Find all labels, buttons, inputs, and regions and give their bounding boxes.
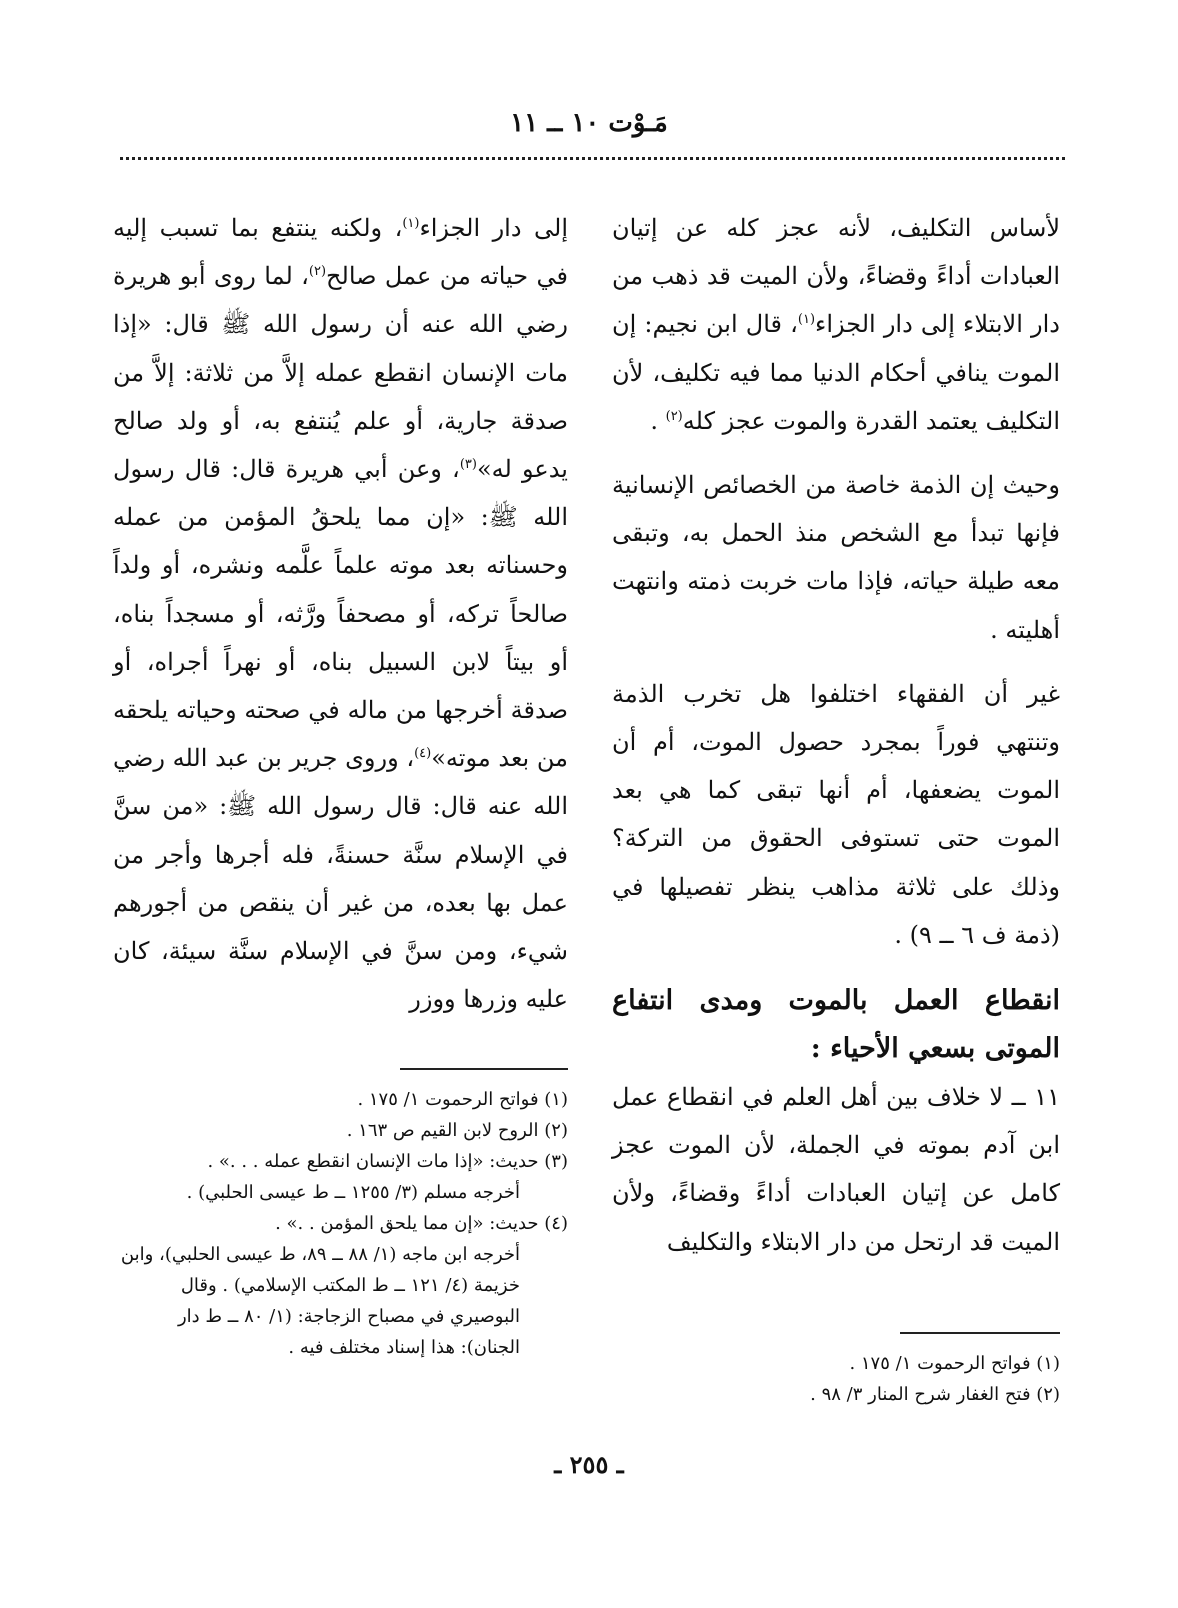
footnote-marker[interactable]: (٢) <box>308 264 327 280</box>
footnote-rule-left <box>400 1068 568 1070</box>
footnote: (٢) فتح الغفار شرح المنار ٣/ ٩٨ . <box>810 1384 1060 1405</box>
footnotes-right <box>612 1348 1060 1410</box>
text-segment: ، ولكنه ينتفع بما تسبب إليه في حياته من عمل صالح <box>113 214 568 291</box>
footnote-continuation: أخرجه مسلم (٣/ ١٢٥٥ ــ ط عيسى الحلبي) . <box>186 1182 520 1203</box>
footnote-marker[interactable]: (١) <box>402 216 420 231</box>
text-segment: . <box>650 406 666 435</box>
text-segment: ، وروى جرير بن عبد الله رضي الله عنه قال: قال رسول الله ﷺ: «من سنَّ في الإسلام سنَّة حسنةً، فله أجرها وأجر من عمل بها بعده، من غير أن ينقص من أجورهم شيء، ومن سنَّ في الإسلام سنَّة سيئة، كان عليه وزرها ووزر <box>113 744 568 1014</box>
footnote: (٣) حديث: «إذا مات الإنسان انقطع عمله . . .» . <box>207 1151 568 1172</box>
right-paragraph-3: غير أن الفقهاء اختلفوا هل تخرب الذمة وتنتهي فوراً بمجرد حصول الموت، أم أن الموت يضعفها، أم أنها تبقى كما هي بعد الموت حتى تستوفى الحقوق من التركة؟ وذلك على ثلاثة مذاهب ينظر تفصيلها في (ذمة ف ٦ ــ ٩) . <box>612 679 1060 949</box>
footnote-continuation: أخرجه ابن ماجه (١/ ٨٨ ــ ٨٩، ط عيسى الحلبي)، وابن خزيمة (٤/ ١٢١ ــ ط المكتب الإسلامي) . وقال البوصيري في مصباح الزجاجة: (١/ ٨٠ ــ ط دار الجنان): هذا إسناد مختلف فيه . <box>120 1244 520 1358</box>
footnote-marker[interactable]: (٤) <box>414 746 432 762</box>
footnote-rule-right <box>900 1332 1060 1334</box>
footnote: (١) فواتح الرحموت ١/ ١٧٥ . <box>357 1089 568 1110</box>
footnote: (٢) الروح لابن القيم ص ١٦٣ . <box>346 1120 568 1141</box>
text-segment: ، قال ابن نجيم: إن الموت ينافي أحكام الدنيا مما فيه تكليف، لأن التكليف يعتمد القدرة والموت عجز كله <box>612 310 1060 435</box>
right-paragraph-4: ١١ ــ لا خلاف بين أهل العلم في انقطاع عمل ابن آدم بموته في الجملة، لأن الموت عجز كامل عن إتيان العبادات أداءً وقضاءً، ولأن الميت قد ارتحل من دار الابتلاء والتكليف <box>612 1083 1060 1256</box>
left-paragraph-1 <box>113 204 568 1023</box>
footnote: (١) فواتح الرحموت ١/ ١٧٥ . <box>849 1353 1060 1374</box>
footnote-marker[interactable]: (٢) <box>665 408 683 424</box>
left-column <box>113 204 568 1023</box>
footnote: (٤) حديث: «إن مما يلحق المؤمن . .» . <box>275 1213 568 1234</box>
page-number: ـ ٢٥٥ ـ <box>554 1450 624 1479</box>
right-paragraph-1 <box>612 204 1060 445</box>
right-paragraph-2: وحيث إن الذمة خاصة من الخصائص الإنسانية فإنها تبدأ مع الشخص منذ الحمل به، وتبقى معه طيلة حياته، فإذا مات خربت ذمته وانتهت أهليته . <box>612 471 1060 644</box>
header-dotted-rule <box>120 157 1065 160</box>
text-segment: لأساس التكليف، لأنه عجز كله عن إتيان العبادات أداءً وقضاءً، ولأن الميت قد ذهب من دار الابتلاء إلى دار الجزاء <box>612 214 1060 339</box>
text-segment: إلى دار الجزاء <box>419 214 568 242</box>
right-column <box>612 204 1060 1266</box>
section-heading: انقطاع العمل بالموت ومدى انتفاع الموتى بسعي الأحياء : <box>612 985 1060 1065</box>
text-segment: ، وعن أبي هريرة قال: قال رسول الله ﷺ: «إن مما يلحقُ المؤمن من عمله وحسناته بعد موته علماً علَّمه ونشره، أو ولداً صالحاً تركه، أو مصحفاً ورَّثه، أو مسجداً بناه، أو بيتاً لابن السبيل بناه، أو نهراً أجراه، أو صدقة أخرجها من ماله في صحته وحياته يلحقه من بعد موته» <box>113 455 568 773</box>
text-segment: ، لما روى أبو هريرة رضي الله عنه أن رسول الله ﷺ قال: «إذا مات الإنسان انقطع عمله إلاَّ من ثلاثة: إلاَّ من صدقة جارية، أو علم يُنتفع به، أو ولد صالح يدعو له» <box>113 262 568 484</box>
running-header: مَـوْت ١٠ ــ ١١ <box>510 108 668 138</box>
footnote-marker[interactable]: (١) <box>797 312 816 328</box>
footnotes-left <box>113 1084 568 1363</box>
footnote-marker[interactable]: (٣) <box>459 457 477 473</box>
